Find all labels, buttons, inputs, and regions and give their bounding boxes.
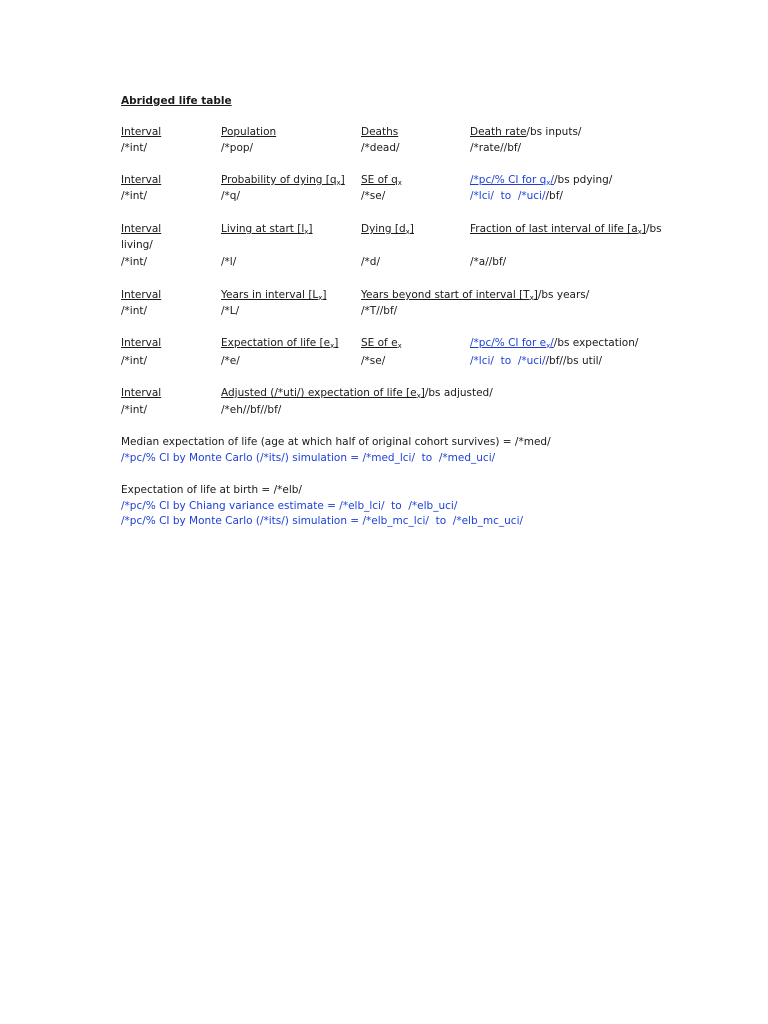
subscript-x: x xyxy=(546,179,551,187)
value-l: /*l/ xyxy=(221,256,237,268)
subscript-x: x xyxy=(546,342,551,350)
header-living-text: Living at start [l xyxy=(221,223,305,235)
value-se: /*se/ xyxy=(361,190,386,202)
median-expectation-line: Median expectation of life (age at which half of original cohort survives) = /*med/ xyxy=(121,436,551,448)
value-ci-e-range: /*lci/ to /*uci/ xyxy=(470,355,546,367)
fraction-suffix: /bs xyxy=(645,223,662,235)
subscript-x: x xyxy=(405,228,410,236)
subscript-x: x xyxy=(304,228,309,236)
value-q: /*q/ xyxy=(221,190,240,202)
value-a: /*a//bf/ xyxy=(470,256,507,268)
header-ci-for-e xyxy=(470,336,638,350)
value-pop: /*pop/ xyxy=(221,142,254,154)
header-probability-text: Probability of dying [q xyxy=(221,174,337,186)
value-int: /*int/ xyxy=(121,404,148,416)
years-beyond-suffix: /bs years/ xyxy=(537,289,590,301)
header-interval: Interval xyxy=(121,223,162,235)
header-se-of-q xyxy=(361,173,402,187)
value-se: /*se/ xyxy=(361,355,386,367)
value-rate: /*rate//bf/ xyxy=(470,142,522,154)
header-fraction-last-interval xyxy=(470,222,662,236)
ci-e-end: / xyxy=(550,337,554,349)
ci-q-suffix: /bs pdying/ xyxy=(554,174,613,186)
ci-q-label xyxy=(470,174,554,186)
se-e-text: SE of e xyxy=(361,337,398,349)
header-interval: Interval xyxy=(121,289,162,301)
subscript-x: x xyxy=(336,179,341,187)
header-probability-of-dying xyxy=(221,173,345,187)
fraction-label xyxy=(470,223,646,235)
ci-e-label xyxy=(470,337,554,349)
value-int: /*int/ xyxy=(121,190,148,202)
adjusted-label xyxy=(221,387,425,399)
header-population: Population xyxy=(221,126,277,138)
document-title: Abridged life table xyxy=(121,95,232,107)
value-dead: /*dead/ xyxy=(361,142,400,154)
adjusted-text: Adjusted (/*uti/) expectation of life [e xyxy=(221,387,417,399)
years-in-interval-end: ] xyxy=(322,289,327,301)
subscript-x: x xyxy=(397,179,402,187)
header-living-at-start xyxy=(221,222,313,236)
header-years-beyond-start xyxy=(361,288,589,302)
header-death-rate-suffix: /bs inputs/ xyxy=(526,126,582,138)
header-interval: Interval xyxy=(121,174,162,186)
header-expectation-of-life xyxy=(221,336,338,350)
birth-expectation-line: Expectation of life at birth = /*elb/ xyxy=(121,484,302,496)
value-int: /*int/ xyxy=(121,256,148,268)
ci-e-text: /*pc/% CI for e xyxy=(470,337,547,349)
median-ci-line: /*pc/% CI by Monte Carlo (/*its/) simulation = /*med_lci/ to /*med_uci/ xyxy=(121,452,496,464)
subscript-x: x xyxy=(416,392,421,400)
value-ci-q-range: /*lci/ to /*uci/ xyxy=(470,190,546,202)
ci-e-suffix: /bs expectation/ xyxy=(553,337,639,349)
adjusted-end: ] xyxy=(420,387,425,399)
value-ci-q xyxy=(470,189,563,203)
header-deaths: Deaths xyxy=(361,126,399,138)
header-years-in-interval xyxy=(221,288,327,302)
value-L: /*L/ xyxy=(221,305,240,317)
header-ci-for-q xyxy=(470,173,612,187)
value-ci-e xyxy=(470,354,602,368)
subscript-x: x xyxy=(397,342,402,350)
value-T: /*T//bf/ xyxy=(361,305,398,317)
value-d: /*d/ xyxy=(361,256,380,268)
value-int: /*int/ xyxy=(121,305,148,317)
header-death-rate xyxy=(470,125,581,139)
years-beyond-label xyxy=(361,289,538,301)
expectation-end: ] xyxy=(334,337,339,349)
years-beyond-end: ] xyxy=(533,289,538,301)
value-int: /*int/ xyxy=(121,355,148,367)
header-se-of-e xyxy=(361,336,402,350)
header-se-q-text: SE of q xyxy=(361,174,398,186)
value-int: /*int/ xyxy=(121,142,148,154)
subscript-x: x xyxy=(330,342,335,350)
wrapped-living: living/ xyxy=(121,239,153,251)
header-dying-text: Dying [d xyxy=(361,223,406,235)
ci-q-end: / xyxy=(550,174,554,186)
years-beyond-text: Years beyond start of interval [T xyxy=(361,289,530,301)
header-interval: Interval xyxy=(121,126,162,138)
subscript-x: x xyxy=(637,228,642,236)
value-eh: /*eh//bf//bf/ xyxy=(221,404,282,416)
fraction-text: Fraction of last interval of life [a xyxy=(470,223,638,235)
value-ci-e-suffix: /bf//bs util/ xyxy=(545,355,603,367)
header-living-end: ] xyxy=(308,223,313,235)
header-dying-end: ] xyxy=(409,223,414,235)
birth-ci-chiang-line: /*pc/% CI by Chiang variance estimate = /*elb_lci/ to /*elb_uci/ xyxy=(121,500,458,512)
header-interval: Interval xyxy=(121,337,162,349)
years-in-interval-text: Years in interval [L xyxy=(221,289,319,301)
ci-q-text: /*pc/% CI for q xyxy=(470,174,547,186)
birth-ci-monte-carlo-line: /*pc/% CI by Monte Carlo (/*its/) simulation = /*elb_mc_lci/ to /*elb_mc_uci/ xyxy=(121,515,524,527)
value-ci-q-suffix: /bf/ xyxy=(545,190,563,202)
header-dying xyxy=(361,222,414,236)
fraction-end: ] xyxy=(641,223,646,235)
header-probability-end: ] xyxy=(340,174,345,186)
value-e: /*e/ xyxy=(221,355,240,367)
adjusted-suffix: /bs adjusted/ xyxy=(424,387,493,399)
header-death-rate-label: Death rate xyxy=(470,126,527,138)
header-interval: Interval xyxy=(121,387,162,399)
expectation-text: Expectation of life [e xyxy=(221,337,331,349)
subscript-x: x xyxy=(318,294,323,302)
header-adjusted-expectation xyxy=(221,386,493,400)
subscript-x: x xyxy=(529,294,534,302)
